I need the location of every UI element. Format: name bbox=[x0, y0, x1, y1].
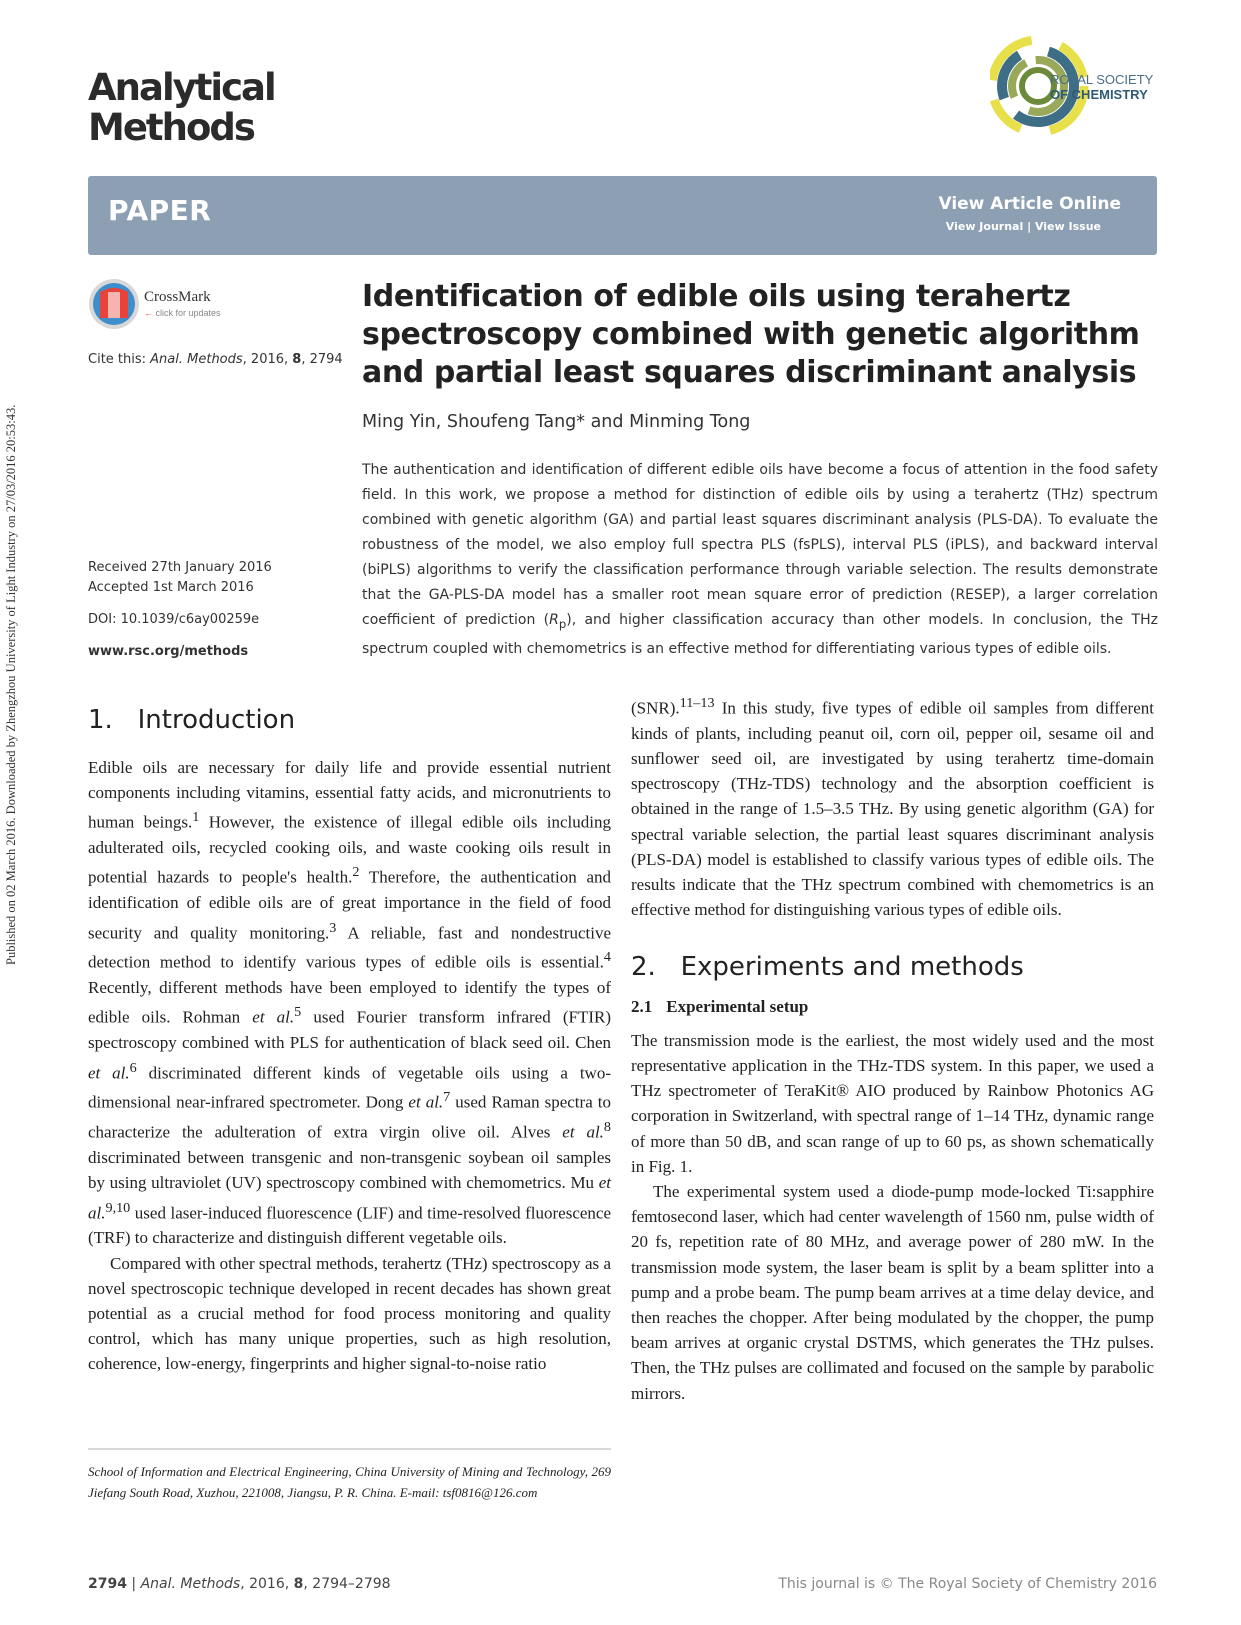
cite-this bbox=[88, 352, 343, 367]
abstract-part2: ), and higher classification accuracy than other models. In conclusion, the THz spectrum coupled with chemometrics is an effective method for differentiating various types of edible oils. bbox=[362, 612, 1158, 657]
ref-5[interactable]: 5 bbox=[294, 1004, 302, 1021]
download-notice-text: Published on 02 March 2016. Downloaded by Zhengzhou University of Light Industry on 27/03/2016 20:53:43. bbox=[4, 404, 18, 965]
footnote-divider bbox=[88, 1448, 611, 1450]
crossmark-icon bbox=[88, 278, 140, 330]
footer-volume: 8 bbox=[293, 1576, 304, 1592]
section-heading-introduction bbox=[88, 705, 611, 735]
footer-year: , 2016, bbox=[240, 1576, 294, 1592]
page-footer-copyright: This journal is © The Royal Society of Chemistry 2016 bbox=[778, 1576, 1157, 1592]
view-article-online-link[interactable]: View Article Online bbox=[938, 194, 1121, 214]
intro-text-h: used Raman spectra to characterize the adulteration of extra virgin olive oil. Alves bbox=[88, 1093, 611, 1142]
section-heading-experiments bbox=[631, 952, 1154, 982]
footer-pages: , 2794–2798 bbox=[303, 1576, 391, 1592]
article-title: Identification of edible oils using terahertz spectroscopy combined with genetic algorithm and partial least squares discriminant analysis bbox=[362, 279, 1140, 390]
ref-7[interactable]: 7 bbox=[443, 1089, 451, 1106]
intro-text-e: Recently, different methods have been employed to identify the types of edible oils. Rohman bbox=[88, 978, 611, 1028]
intro-paragraph-1 bbox=[88, 755, 611, 1251]
section-title: Introduction bbox=[137, 705, 296, 735]
arrow-left-icon: ← bbox=[144, 308, 153, 318]
view-links-separator: | bbox=[1027, 220, 1032, 233]
footer-separator: | bbox=[126, 1576, 141, 1592]
doi[interactable]: DOI: 10.1039/c6ay00259e bbox=[88, 612, 260, 627]
cite-page: , 2794 bbox=[301, 352, 343, 367]
intro-text-b: However, the existence of illegal edible oils including adulterated oils, recycled cooking oils, and waste cooking oils result in potential hazards to people's health. bbox=[88, 813, 611, 888]
journal-website-link[interactable]: www.rsc.org/methods bbox=[88, 644, 249, 659]
intro-text-d: A reliable, fast and nondestructive detection method to identify various types of edible oils is essential. bbox=[88, 923, 611, 973]
journal-title-line2: Methods bbox=[88, 106, 254, 149]
et-al: et al. bbox=[408, 1093, 444, 1113]
page-footer-citation bbox=[88, 1576, 391, 1592]
intro-cont-b: In this study, five types of edible oil samples from different kinds of plants, including peanut oil, corn oil, pepper oil, sesame oil and sunflower seed oil, are investigated by using terahertz time-domain spectroscopy (THz-TDS) technology and the absorption coefficient is obtained in the range of 1.5–3.5 THz. By using genetic algorithm (GA) for spectral variable selection, the partial least squares discriminant analysis (PLS-DA) model is established to classify various types of edible oils. The results indicate that the THz spectrum combined with chemometrics is an effective method for distinguishing various types of edible oils. bbox=[631, 698, 1154, 920]
subsection-title: Experimental setup bbox=[666, 997, 809, 1017]
affiliation-footnote: School of Information and Electrical Engineering, China University of Mining and Technology, 269 Jiefang South Road, Xuzhou, 221008, Jiangsu, P. R. China. E-mail: tsf0816@126.com bbox=[88, 1464, 611, 1500]
intro-paragraph-2-continued bbox=[631, 691, 1154, 922]
rp-subscript: p bbox=[558, 616, 567, 631]
crossmark-subtitle-text: click for updates bbox=[155, 308, 221, 318]
view-links bbox=[946, 220, 1101, 233]
download-notice bbox=[4, 245, 18, 965]
article-authors: Ming Yin, Shoufeng Tang* and Minming Tong bbox=[362, 412, 751, 432]
abstract bbox=[362, 458, 1158, 662]
crossmark-badge[interactable] bbox=[88, 278, 248, 330]
ref-9-10[interactable]: 9,10 bbox=[105, 1199, 131, 1216]
setup-paragraph-1: The transmission mode is the earliest, the most widely used and the most representative application in the THz-TDS system. In this paper, we used a THz spectrometer of TeraKit® AIO produced by Rainbow Photonics AG corporation in Switzerland, with spectral range of 1–14 THz, dynamic range of more than 50 dB, and scan range of up to 60 ps, as shown schematically in Fig. 1. bbox=[631, 1030, 1154, 1176]
subsection-number: 2.1 bbox=[631, 997, 653, 1017]
ref-3[interactable]: 3 bbox=[329, 919, 337, 936]
ref-2[interactable]: 2 bbox=[352, 864, 360, 881]
ref-4[interactable]: 4 bbox=[603, 949, 611, 966]
crossmark-name: CrossMark bbox=[144, 289, 211, 305]
et-al: et al. bbox=[252, 1008, 295, 1028]
ref-1[interactable]: 1 bbox=[192, 809, 200, 826]
ref-11-13[interactable]: 11–13 bbox=[679, 695, 715, 711]
view-journal-link[interactable]: View Journal bbox=[945, 220, 1024, 233]
setup-paragraph-2: The experimental system used a diode-pump mode-locked Ti:sapphire femtosecond laser, which had center wavelength of 1560 nm, pulse width of 20 fs, repetition rate of 80 MHz, and average power of 280 mW. In the transmission mode system, the laser beam is split by a beam splitter into a pump and a probe beam. The pump beam arrives at a time delay device, and then reaches the chopper. After being modulated by the chopper, the pump beam arrives at organic crystal DSTMS, which generates the THz pulses. Then, the THz pulses are collimated and focused on the sample by parabolic mirrors. bbox=[631, 1181, 1154, 1403]
subsection-heading bbox=[631, 994, 1154, 1019]
ref-8[interactable]: 8 bbox=[603, 1119, 611, 1136]
cite-volume: 8 bbox=[292, 352, 302, 367]
et-al: et al. bbox=[88, 1063, 130, 1083]
ref-6[interactable]: 6 bbox=[129, 1059, 137, 1076]
view-issue-link[interactable]: View Issue bbox=[1034, 220, 1101, 233]
footer-journal: Anal. Methods bbox=[140, 1576, 241, 1592]
intro-text-f: used Fourier transform infrared (FTIR) spectroscopy combined with PLS for authentication of black seed oil. Chen bbox=[88, 1008, 611, 1053]
cite-journal: Anal. Methods bbox=[150, 352, 243, 367]
et-al: et al. bbox=[562, 1122, 604, 1142]
right-column bbox=[631, 691, 1154, 1406]
footer-page-number: 2794 bbox=[88, 1576, 127, 1592]
rp-symbol: R bbox=[549, 612, 559, 628]
intro-text-c: Therefore, the authentication and identification of edible oils are of great importance in the field of food security and quality monitoring. bbox=[88, 868, 612, 943]
journal-title-line1: Analytical bbox=[88, 66, 275, 109]
abstract-part1: The authentication and identification of different edible oils have become a focus of attention in the food safety field. In this work, we propose a method for distinction of edible oils by using a terahertz (THz) spectrum combined with genetic algorithm (GA) and partial least squares discriminant analysis (PLS-DA). To evaluate the robustness of the model, we also employ full spectra PLS (fsPLS), interval PLS (iPLS), and backward interval (biPLS) algorithms to verify the classification performance through variable selection. The results demonstrate that the GA-PLS-DA model has a smaller root mean square error of prediction (RESEP), a larger correlation coefficient of prediction ( bbox=[362, 462, 1158, 628]
intro-paragraph-2: Compared with other spectral methods, terahertz (THz) spectroscopy as a novel spectroscopic technique developed in recent decades has shown great potential as a crucial method for food process monitoring and quality control, which has many unique properties, such as high resolution, coherence, low-energy, fingerprints and higher signal-to-noise ratio bbox=[88, 1253, 611, 1374]
article-type-label: PAPER bbox=[108, 194, 212, 227]
rsc-logo-line2: OF CHEMISTRY bbox=[1050, 87, 1148, 102]
rsc-logo bbox=[990, 30, 1160, 142]
intro-text-a: Edible oils are necessary for daily life and provide essential nutrient components including vitamins, essential fatty acids, and micronutrients to human beings. bbox=[88, 758, 611, 833]
section-title: Experiments and methods bbox=[680, 952, 1024, 983]
journal-title bbox=[88, 68, 275, 148]
rsc-logo-line1: ROYAL SOCIETY bbox=[1050, 72, 1154, 87]
intro-cont-a: (SNR). bbox=[631, 698, 680, 718]
intro-text-i: discriminated between transgenic and non-transgenic soybean oil samples by using ultraviolet (UV) spectroscopy combined with chemometrics. Mu bbox=[88, 1148, 611, 1193]
et-al: et al. bbox=[88, 1173, 611, 1223]
section-number: 2. bbox=[631, 952, 656, 983]
intro-text-j: used laser-induced fluorescence (LIF) and time-resolved fluorescence (TRF) to characterize and distinguish different vegetable oils. bbox=[88, 1203, 611, 1248]
received-date: Received 27th January 2016 bbox=[88, 560, 272, 575]
section-number: 1. bbox=[88, 705, 113, 735]
cite-year: , 2016, bbox=[242, 352, 293, 367]
accepted-date: Accepted 1st March 2016 bbox=[88, 580, 254, 595]
left-column bbox=[88, 705, 611, 1377]
crossmark-subtitle bbox=[144, 308, 221, 318]
cite-prefix: Cite this: bbox=[88, 352, 151, 367]
intro-text-g: discriminated different kinds of vegetable oils using a two-dimensional near-infrared spectrometer. Dong bbox=[88, 1063, 611, 1113]
article-type-banner bbox=[88, 176, 1157, 255]
